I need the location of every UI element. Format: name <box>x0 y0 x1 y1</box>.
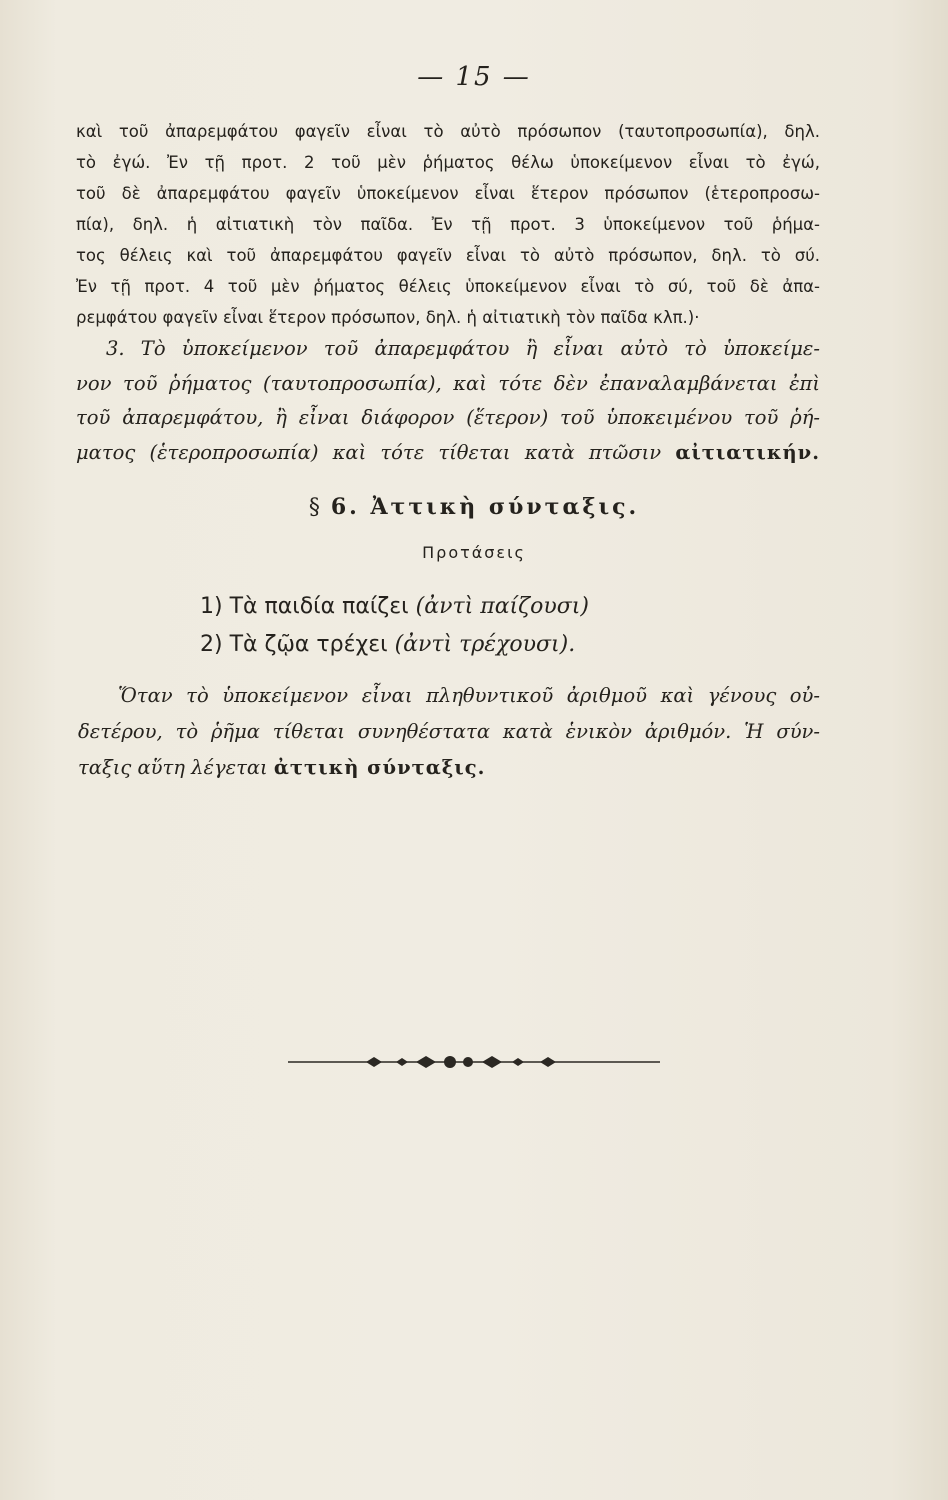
example-alternative: (ἀντὶ τρέχουσι). <box>394 632 576 657</box>
subheading: Προτάσεις <box>422 543 526 562</box>
rule-line-final <box>76 436 820 471</box>
intro-line: τοῦ δὲ ἀπαρεμφάτου φαγεῖν ὑποκείμενον εἶναι ἕτερον πρόσωπον (ἑτεροπροσω- <box>76 184 820 203</box>
example-item <box>200 588 589 626</box>
intro-line: πία), δηλ. ἡ αἰτιατικὴ τὸν παῖδα. Ἐν τῇ προτ. 3 ὑποκείμενον τοῦ ῥήμα- <box>76 215 820 234</box>
conclusion-line: Ὅταν τὸ ὑποκείμενον εἶναι πληθυντικοῦ ἀριθμοῦ καὶ γένους οὐ- <box>118 684 820 707</box>
page-number: — 15 — <box>417 62 531 92</box>
intro-line: ρεμφάτου φαγεῖν εἶναι ἕτερον πρόσωπον, δηλ. ἡ αἰτιατικὴ τὸν παῖδα κλπ.)· <box>76 308 700 327</box>
ornamental-divider-icon <box>288 1054 660 1070</box>
intro-line: τὸ ἐγώ. Ἐν τῇ προτ. 2 τοῦ μὲν ῥήματος θέλω ὑποκείμενον εἶναι τὸ ἐγώ, <box>76 153 820 172</box>
rule-line-text: ματος (ἑτεροπροσωπία) καὶ τότε τίθεται κατὰ πτῶσιν <box>76 440 662 464</box>
section-title: 6. Ἀττικὴ σύνταξις. <box>330 494 640 520</box>
example-item <box>200 626 589 664</box>
rule-line: τοῦ ἀπαρεμφάτου, ἢ εἶναι διάφορον (ἕτερον) τοῦ ὑποκειμένου τοῦ ῥή- <box>76 406 820 429</box>
conclusion-line-final <box>78 750 820 786</box>
rule-emphasis: αἰτιατικήν. <box>675 440 820 464</box>
conclusion-line-text: ταξις αὕτη λέγεται <box>78 756 268 779</box>
rule-line: 3. Τὸ ὑποκείμενον τοῦ ἀπαρεμφάτου ἢ εἶναι αὐτὸ τὸ ὑποκείμε- <box>106 337 820 360</box>
intro-line: τος θέλεις καὶ τοῦ ἀπαρεμφάτου φαγεῖν εἶναι τὸ αὐτὸ πρόσωπον, δηλ. τὸ σύ. <box>76 246 820 265</box>
example-number: 1) <box>200 594 223 619</box>
intro-line: καὶ τοῦ ἀπαρεμφάτου φαγεῖν εἶναι τὸ αὐτὸ πρόσωπον (ταυτοπροσωπία), δηλ. <box>76 122 820 141</box>
example-number: 2) <box>200 632 223 657</box>
intro-line: Ἐν τῇ προτ. 4 τοῦ μὲν ῥήματος θέλεις ὑποκείμενον εἶναι τὸ σύ, τοῦ δὲ ἀπα- <box>76 277 820 296</box>
example-text: Τὰ παιδία παίζει <box>229 594 409 619</box>
rule-3-paragraph <box>76 332 820 470</box>
conclusion-paragraph <box>78 678 820 786</box>
conclusion-emphasis: ἀττικὴ σύνταξις. <box>273 756 486 779</box>
rule-line: νον τοῦ ῥήματος (ταυτοπροσωπία), καὶ τότε δὲν ἐπαναλαμβάνεται ἐπὶ <box>76 371 820 395</box>
conclusion-line: δετέρου, τὸ ῥῆμα τίθεται συνηθέστατα κατὰ ἑνικὸν ἀριθμόν. Ἡ σύν- <box>78 720 820 743</box>
example-alternative: (ἀντὶ παίζουσι) <box>415 594 589 619</box>
section-heading <box>0 494 948 520</box>
section-symbol: § <box>308 495 323 520</box>
examples-list <box>200 588 589 664</box>
example-text: Τὰ ζῷα τρέχει <box>229 632 388 657</box>
intro-paragraph <box>76 116 820 333</box>
